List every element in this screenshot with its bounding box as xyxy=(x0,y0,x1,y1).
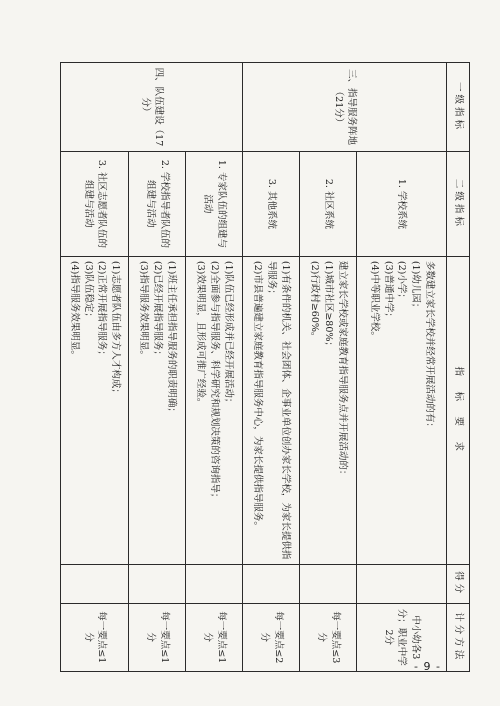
requirements-cell xyxy=(186,256,243,564)
method-cell: 每一要点≤1分 xyxy=(186,603,243,671)
table-row xyxy=(243,63,300,672)
score-cell xyxy=(243,564,300,603)
header-level1: 一级指标 xyxy=(447,63,470,152)
header-method: 计分方法 xyxy=(447,603,470,671)
requirement-intro: 多数建立家长学校并经常开展活动的有： xyxy=(423,260,435,432)
requirements-cell xyxy=(357,256,447,564)
rotated-table-wrapper xyxy=(60,62,470,672)
table-row xyxy=(129,63,186,672)
level2-cell: 2. 学校指导者队伍的组建与活动 xyxy=(129,151,186,256)
score-cell xyxy=(61,564,129,603)
requirement-item: (1)志愿者队伍由多方人才构成； xyxy=(110,260,122,398)
level2-cell: 3. 社区志愿者队伍的组建与活动 xyxy=(61,151,129,256)
table-row xyxy=(357,63,447,672)
requirement-item: (1)城市社区≥80%； xyxy=(322,260,334,351)
requirement-item: (1)有条件的机关、社会团体、企事业单位创办家长学校，为家长提供指导服务； xyxy=(265,260,291,560)
method-cell: 每一要点≤2分 xyxy=(243,603,300,671)
page-number: - 9 - xyxy=(414,660,441,673)
requirement-item: (2)行政村≥60%。 xyxy=(309,260,321,342)
level1-cell: 三、指导服务阵地（21分） xyxy=(243,63,447,152)
level2-cell: 1. 学校系统 xyxy=(357,151,447,256)
score-cell xyxy=(357,564,447,603)
method-cell: 中小幼各3分；职业中学2分 xyxy=(357,603,447,671)
score-cell xyxy=(129,564,186,603)
level1-cell: 四、队伍建设（17分） xyxy=(61,63,243,152)
method-cell: 每一要点≤1分 xyxy=(61,603,129,671)
level2-cell: 2. 社区系统 xyxy=(300,151,357,256)
requirements-cell xyxy=(61,256,129,564)
requirement-intro: 建立家长学校或家庭教育指导服务点并开展活动的： xyxy=(336,260,348,480)
header-score: 得分 xyxy=(447,564,470,603)
table-header-row xyxy=(447,63,470,672)
header-level2: 二级指标 xyxy=(447,151,470,256)
requirement-item: (4)指导服务效果明显。 xyxy=(68,260,80,360)
table-row xyxy=(61,63,129,672)
requirement-item: (3)队伍稳定； xyxy=(82,260,94,322)
requirement-item: (4)中等职业学校。 xyxy=(368,260,380,341)
table-row xyxy=(186,63,243,672)
table-row xyxy=(300,63,357,672)
requirement-item: (3)普通中学； xyxy=(382,260,394,322)
requirement-item: (2)已经开展指导服务； xyxy=(151,260,163,360)
requirement-item: (3)指导服务效果明显。 xyxy=(138,260,150,360)
requirement-item: (2)全面参与指导服务、科学研究和规划决策的咨询指导； xyxy=(208,260,220,503)
indicator-table xyxy=(60,62,470,672)
requirement-item: (1)班主任承担指导服务的职责明确； xyxy=(165,260,177,417)
requirements-cell xyxy=(300,256,357,564)
score-cell xyxy=(300,564,357,603)
requirement-item: (1)幼儿园； xyxy=(410,260,422,313)
header-requirements: 指 标 要 求 xyxy=(447,256,470,564)
level2-cell: 1. 专家队伍的组建与活动 xyxy=(186,151,243,256)
requirement-item: (2)市县普遍建立家庭教育指导服务中心，为家长提供指导服务。 xyxy=(252,260,264,531)
requirements-cell xyxy=(243,256,300,564)
requirement-item: (1)队伍已经形成并已经开展活动； xyxy=(222,260,234,408)
requirement-item: (2)正常开展指导服务； xyxy=(96,260,108,360)
requirements-cell xyxy=(129,256,186,564)
requirement-item: (3)效果明显，且形成可推广经验。 xyxy=(195,260,207,408)
method-cell: 每一要点≤1分 xyxy=(129,603,186,671)
method-cell: 每一要点≤3分 xyxy=(300,603,357,671)
requirement-item: (2)小学； xyxy=(396,260,408,303)
score-cell xyxy=(186,564,243,603)
level2-cell: 3. 其他系统 xyxy=(243,151,300,256)
